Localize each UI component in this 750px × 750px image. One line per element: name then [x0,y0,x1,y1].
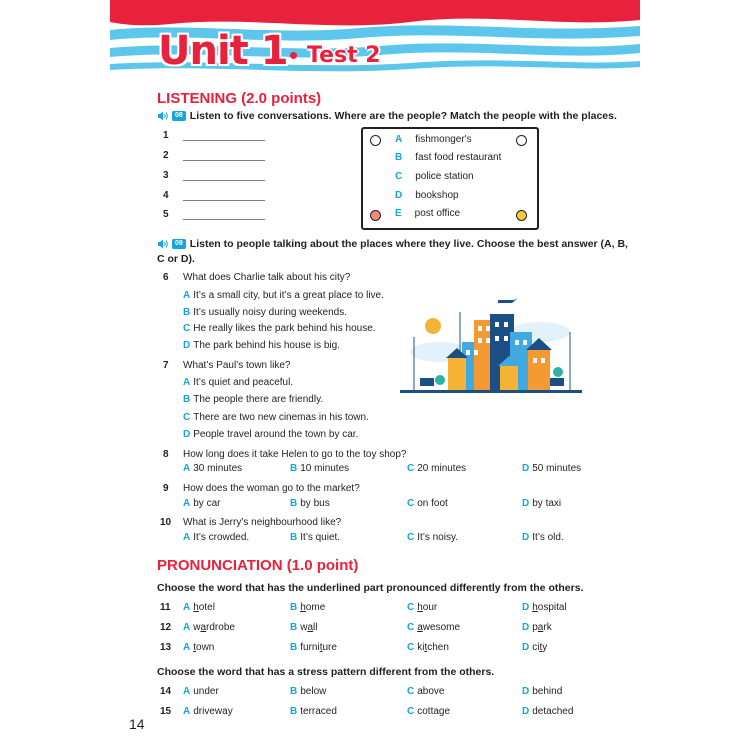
listening-part2-instruction [157,238,628,250]
place-option: E post office [395,208,461,219]
answer-option[interactable]: C awesome [407,622,461,633]
answer-option[interactable]: A It’s quiet and peaceful. [183,377,294,388]
answer-option[interactable]: B 10 minutes [290,463,350,474]
answer-option[interactable]: D 50 minutes [522,463,582,474]
listening-title: LISTENING (2.0 points) [157,90,322,107]
place-option: C police station [395,171,474,182]
question-text: What is Jerry’s neighbourhood like? [183,517,342,528]
answer-option[interactable]: B wall [290,622,318,633]
match-item-number: 3 [163,170,169,181]
answer-option[interactable]: D detached [522,706,574,717]
answer-option[interactable]: A by car [183,498,221,509]
question-number: 15 [160,706,172,717]
answer-option[interactable]: D People travel around the town by car. [183,429,359,440]
answer-option[interactable]: B furniture [290,642,337,653]
audio-icon[interactable] [157,239,169,249]
answer-option[interactable]: D It’s old. [522,532,564,543]
answer-blank[interactable] [183,160,265,161]
place-option: B fast food restaurant [395,152,502,163]
track-number: 08 [172,111,186,121]
board-pin-icon [516,210,527,221]
answer-option[interactable]: A town [183,642,215,653]
pronunciation-title: PRONUNCIATION (1.0 point) [157,557,359,574]
answer-blank[interactable] [183,200,265,201]
answer-blank[interactable] [183,219,265,220]
question-text: How does the woman go to the market? [183,483,360,494]
question-number: 7 [163,360,169,371]
answer-option[interactable]: B by bus [290,498,330,509]
answer-option[interactable]: B It’s usually noisy during weekends. [183,307,348,318]
question-number: 11 [160,602,171,613]
answer-option[interactable]: A 30 minutes [183,463,243,474]
answer-option[interactable]: B home [290,602,326,613]
question-text: How long does it take Helen to go to the toy shop? [183,449,407,460]
answer-option[interactable]: D behind [522,686,563,697]
answer-option[interactable]: C It’s noisy. [407,532,458,543]
board-pin-icon [516,135,527,146]
answer-option[interactable]: D by taxi [522,498,562,509]
answer-option[interactable]: C hour [407,602,438,613]
audio-icon[interactable] [157,111,169,121]
page-number: 14 [129,716,145,732]
answer-option[interactable]: A driveway [183,706,233,717]
answer-blank[interactable] [183,180,265,181]
question-text: What does Charlie talk about his city? [183,272,351,283]
answer-option[interactable]: A hotel [183,602,215,613]
answer-option[interactable]: B terraced [290,706,337,717]
answer-blank[interactable] [183,140,265,141]
board-pin-icon [370,135,381,146]
answer-option[interactable]: C He really likes the park behind his house. [183,323,376,334]
pronunciation-instruction-1: Choose the word that has the underlined part pronounced differently from the others. [157,582,584,594]
question-number: 6 [163,272,169,283]
listening-part2-instruction-cont: C or D). [157,253,195,265]
answer-option[interactable]: C 20 minutes [407,463,467,474]
test-title: Test 2 [307,43,381,68]
answer-option[interactable]: C above [407,686,445,697]
match-item-number: 2 [163,150,169,161]
pronunciation-instruction-2: Choose the word that has a stress pattern different from the others. [157,666,495,678]
place-option: A fishmonger's [395,134,472,145]
track-number: 09 [172,239,186,249]
question-number: 8 [163,449,169,460]
answer-option[interactable]: C cottage [407,706,451,717]
answer-option[interactable]: A wardrobe [183,622,235,633]
unit-title: Unit 1 [158,28,288,74]
question-number: 13 [160,642,172,653]
board-pin-icon [370,210,381,221]
match-item-number: 4 [163,190,169,201]
answer-option[interactable]: D city [522,642,548,653]
place-option: D bookshop [395,190,459,201]
question-number: 12 [160,622,172,633]
answer-option[interactable]: A It’s crowded. [183,532,250,543]
listening-part1-instruction [157,110,617,122]
answer-option[interactable]: A under [183,686,219,697]
question-number: 9 [163,483,169,494]
answer-option[interactable]: B below [290,686,327,697]
answer-option[interactable]: D hospital [522,602,567,613]
answer-option[interactable]: D The park behind his house is big. [183,340,340,351]
match-item-number: 1 [163,130,169,141]
instruction-text: Listen to people talking about the places where they live. Choose the best answer (A, B, [189,238,628,250]
title-separator-dot [290,52,297,59]
instruction-text: Listen to five conversations. Where are the people? Match the people with the places. [189,110,617,122]
answer-option[interactable]: D park [522,622,552,633]
question-number: 14 [160,686,172,697]
answer-option[interactable]: C There are two new cinemas in his town. [183,412,369,423]
question-number: 10 [160,517,172,528]
question-text: What’s Paul’s town like? [183,360,291,371]
answer-option[interactable]: C on foot [407,498,448,509]
answer-option[interactable]: B The people there are friendly. [183,394,324,405]
city-illustration [400,292,582,400]
answer-option[interactable]: A It’s a small city, but it’s a great place to live. [183,290,384,301]
answer-option[interactable]: B It’s quiet. [290,532,341,543]
match-item-number: 5 [163,209,169,220]
answer-option[interactable]: C kitchen [407,642,449,653]
